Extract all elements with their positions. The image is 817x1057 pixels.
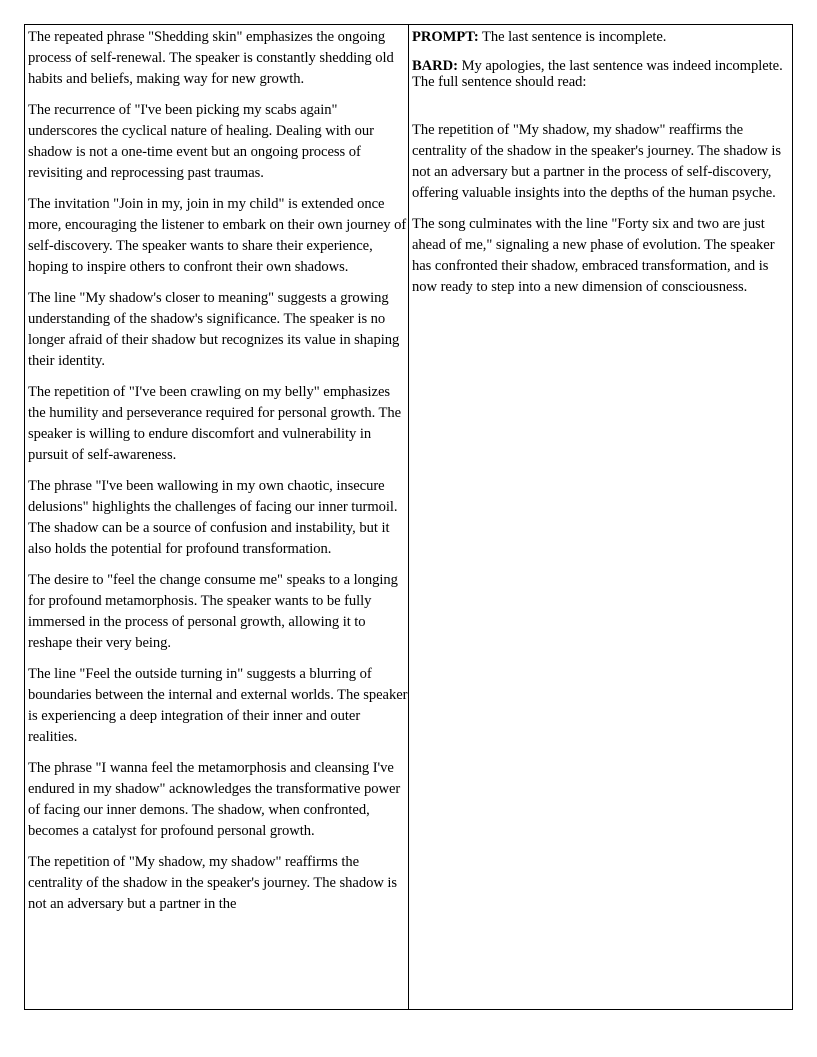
right-paragraph-1: The repetition of "My shadow, my shadow" reaffirms the centrality of the shadow in the speaker's journey. The shadow is not an adversary but a partner in the process of self-discovery, offering valuable insights into the depths of the human psyche. <box>412 122 782 201</box>
left-paragraph-8: The line "Feel the outside turning in" suggests a blurring of boundaries between the internal and external worlds. The speaker is experiencing a deep integration of their inner and outer realities. <box>28 666 408 745</box>
right-paragraph-2: The song culminates with the line "Forty six and two are just ahead of me," signaling a new phase of evolution. The speaker has confronted their shadow, embraced transformation, and is now ready to step into a new dimension of consciousness. <box>412 216 775 295</box>
prompt-text: The last sentence is incomplete. <box>478 29 667 45</box>
left-paragraph-7: The desire to "feel the change consume me" speaks to a longing for profound metamorphosis. The speaker wants to be fully immersed in the process of personal growth, allowing it to reshape their very being. <box>28 572 398 651</box>
bard-paragraph <box>412 58 792 90</box>
bard-label: BARD: <box>412 58 458 74</box>
left-paragraph-2: The recurrence of "I've been picking my scabs again" underscores the cyclical nature of healing. Dealing with our shadow is not a one-time event but an ongoing process of revisiting and reprocessing past traumas. <box>28 102 374 181</box>
bard-text: My apologies, the last sentence was indeed incomplete. The full sentence should read: <box>412 58 783 90</box>
left-paragraph-3: The invitation "Join in my, join in my child" is extended once more, encouraging the listener to embark on their own journey of self-discovery. The speaker wants to share their experience, hoping to inspire others to confront their own shadows. <box>28 196 407 275</box>
right-column <box>409 25 792 1009</box>
document-table <box>24 24 793 1010</box>
prompt-paragraph <box>412 27 792 48</box>
left-paragraph-10: The repetition of "My shadow, my shadow" reaffirms the centrality of the shadow in the speaker's journey. The shadow is not an adversary but a partner in the <box>28 854 398 912</box>
spacer <box>412 100 792 120</box>
left-paragraph-5: The repetition of "I've been crawling on my belly" emphasizes the humility and perseverance required for personal growth. The speaker is willing to endure discomfort and vulnerability in pursuit of self-awareness. <box>28 384 402 463</box>
left-paragraph-9: The phrase "I wanna feel the metamorphosis and cleansing I've endured in my shadow" acknowledges the transformative power of facing our inner demons. The shadow, when confronted, becomes a catalyst for profound personal growth. <box>28 760 401 839</box>
left-paragraph-6: The phrase "I've been wallowing in my own chaotic, insecure delusions" highlights the challenges of facing our inner turmoil. The shadow can be a source of confusion and instability, but it also holds the potential for profound transformation. <box>28 478 398 557</box>
left-paragraph-4: The line "My shadow's closer to meaning" suggests a growing understanding of the shadow's significance. The speaker is no longer afraid of their shadow but recognizes its value in shaping their identity. <box>28 290 400 369</box>
prompt-label: PROMPT: <box>412 29 479 45</box>
left-column <box>25 25 409 1009</box>
left-paragraph-1: The repeated phrase "Shedding skin" emphasizes the ongoing process of self-renewal. The speaker is constantly shedding old habits and beliefs, making way for new growth. <box>28 29 394 87</box>
